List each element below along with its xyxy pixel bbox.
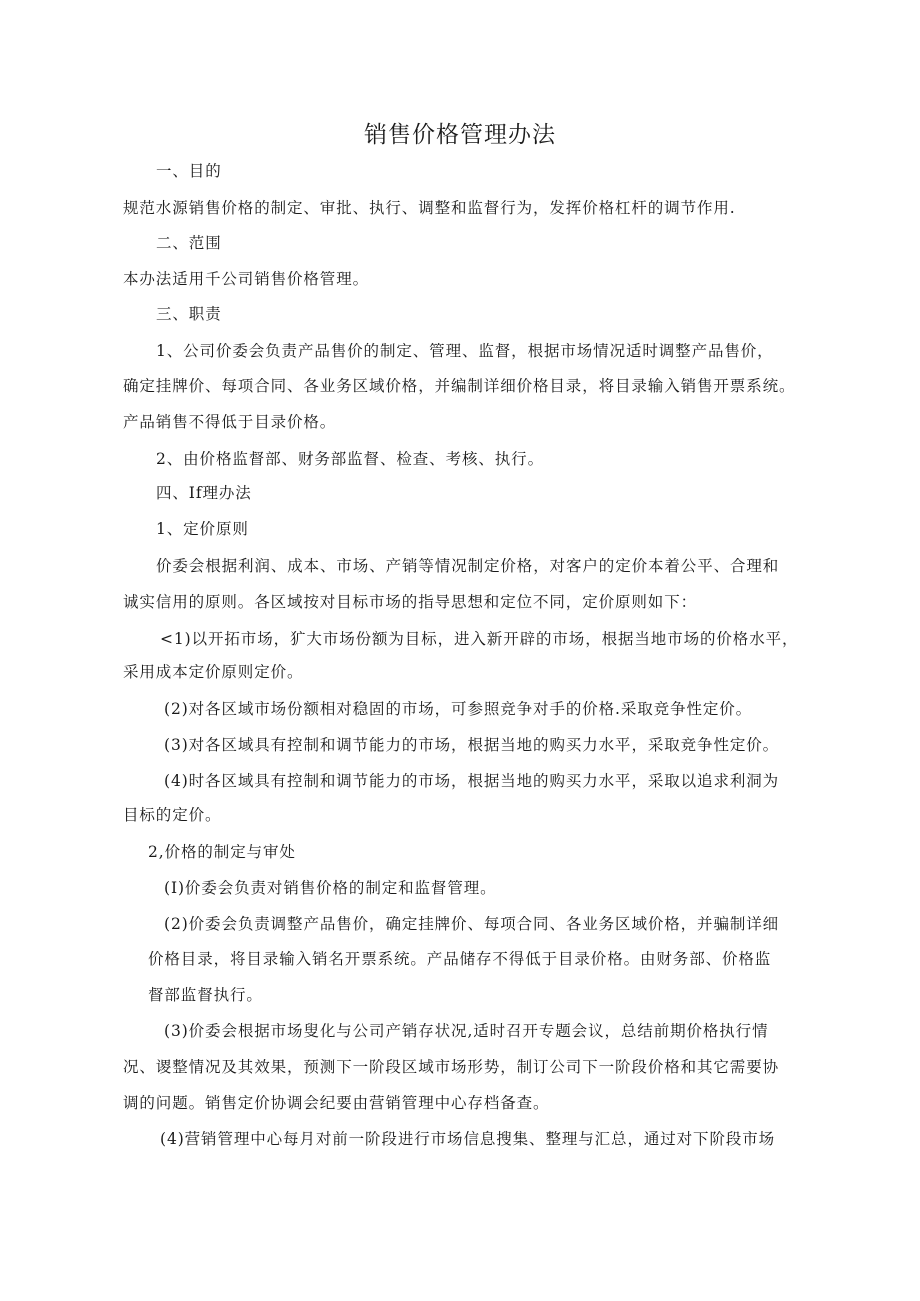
paragraph-line: (4)营销管理中心每月对前一阶段进行市场信息搜集、整理与汇总，通过对下阶段市场: [160, 1130, 776, 1148]
paragraph-line: 确定挂牌价、每项合同、各业务区域价格，并编制详细价格目录，将目录输入销售开票系统。: [123, 377, 796, 395]
section-heading-scope: 二、范围: [156, 234, 222, 252]
paragraph-line: 价格目录，将目录输入销名开票系统。产品储存不得低于目录价格。由财务部、价格监: [148, 950, 772, 968]
paragraph-line: (2)对各区域市场份额相对稳固的市场，可参照竞争对手的价格.采取竞争性定价。: [164, 700, 753, 718]
paragraph-line: (3)对各区域具有控制和调节能力的市场，根据当地的购买力水平，采取竞争性定价。: [164, 736, 780, 754]
subsection-heading-pricing-principle: 1、定价原则: [156, 520, 249, 538]
paragraph-line: 1、公司价委会负责产品售价的制定、管理、监督，根据市场情况适时调整产品售价，: [156, 342, 774, 360]
paragraph-line: (2)价委会负责调整产品售价，确定挂牌价、每项合同、各业务区域价格，并骗制详细: [164, 915, 780, 933]
paragraph-line: 规范水源销售价格的制定、审批、执行、调整和监督行为，发挥价格杠杆的调节作用.: [123, 199, 736, 217]
section-heading-management: 四、If理办法: [156, 484, 252, 502]
paragraph-line: 况、谡整情况及其效果，预测下一阶段区域市场形势，制订公司下一阶段价格和其它需要协: [123, 1058, 780, 1076]
paragraph-line: <1)以开拓市场，犷大市场份额为目标，进入新开辟的市场，根据当地市场的价格水平，: [160, 630, 799, 648]
paragraph-line: 诚实信用的原则。各区域按对目标市场的指导思想和定位不同，定价原则如下：: [123, 593, 698, 611]
document-title: 销售价格管理办法: [364, 122, 556, 148]
paragraph-line: (4)时各区域具有控制和调节能力的市场，根据当地的购买力水平，采取以追求利洞为: [164, 772, 780, 790]
paragraph-line: 目标的定价。: [123, 806, 222, 824]
paragraph-line: (I)价委会负责对销售价格的制定和监督管理。: [164, 879, 497, 897]
section-heading-duties: 三、职责: [156, 305, 222, 323]
paragraph-line: 产品销售不得低于目录价格。: [123, 413, 337, 431]
paragraph-line: (3)价委会根据市场叟化与公司产销存状况,适时召开专题会议，总结前期价格执行情: [164, 1022, 769, 1040]
paragraph-line: 价委会根据利润、成本、市场、产销等情况制定价格，对客户的定价本着公平、合理和: [156, 557, 780, 575]
paragraph-line: 2、由价格监督部、财务部监督、检查、考核、执行。: [156, 450, 544, 468]
paragraph-line: 本办法适用千公司销售价格管理。: [123, 270, 370, 288]
paragraph-line: 督部监督执行。: [148, 986, 263, 1004]
section-heading-purpose: 一、目的: [156, 162, 222, 180]
subsection-heading-price-setting: 2,价格的制定与审处: [148, 843, 296, 861]
paragraph-line: 调的问题。销售定价协调会纪要由营销管理中心存档备查。: [123, 1094, 550, 1112]
paragraph-line: 采用成本定价原则定价。: [123, 663, 304, 681]
